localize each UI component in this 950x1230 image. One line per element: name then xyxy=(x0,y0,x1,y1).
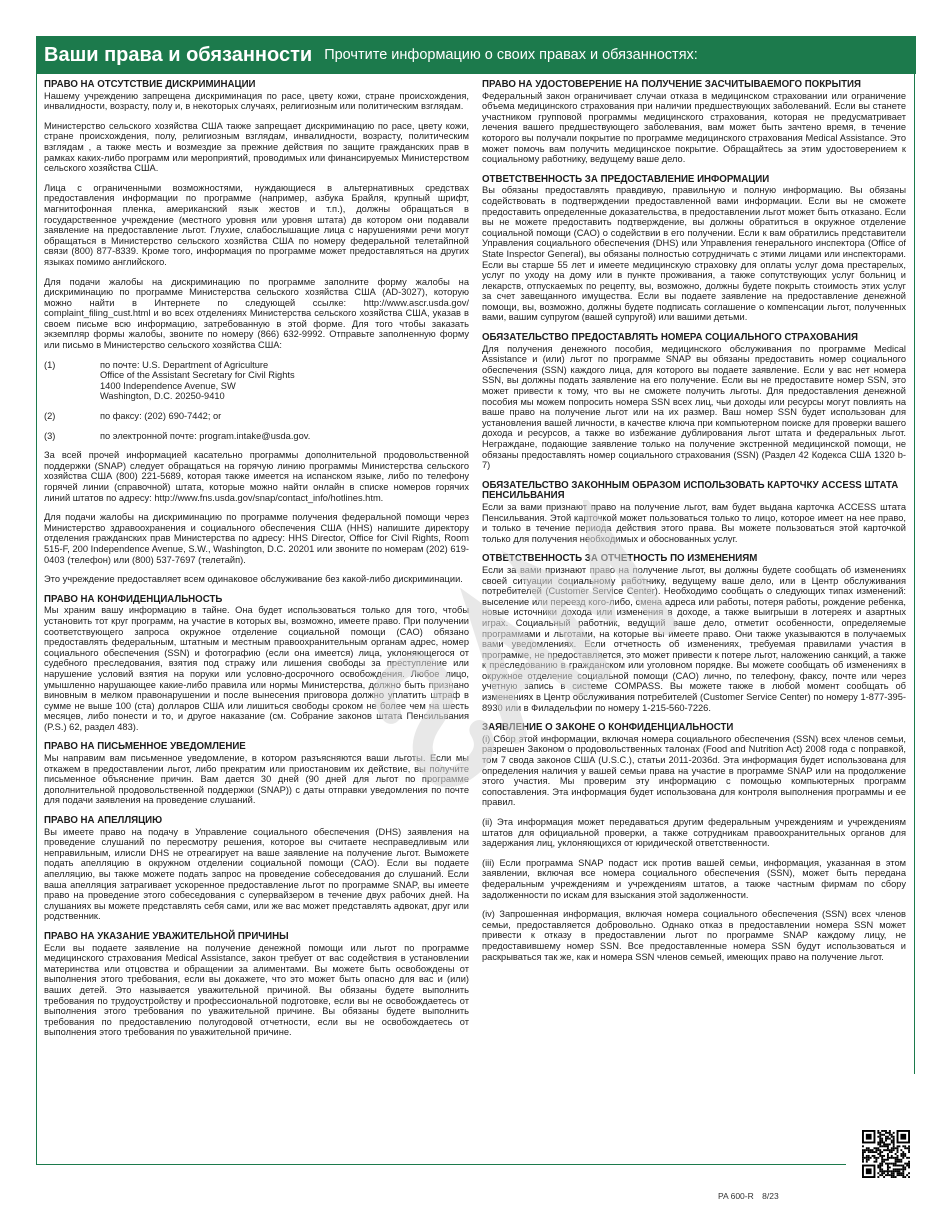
page-title: Ваши права и обязанности xyxy=(44,43,313,66)
section-confidentiality xyxy=(44,595,469,733)
paragraph: Если вы подаете заявление на получение денежной помощи или льгот по программе медицинского страхования Medical Assistance, закон требует от вас содействия в установлении материнства или отцовства и обращении за алиментами. Вы можете быть освобождены от выполнения этого требования, если вы докажете, что это может быть опасно для вас и (или) ваших детей. Это называется уважительной причиной. Вы обязаны будете выполнить требования по трудоустройству и профессиональной подготовке, если вы не освобождаетесь от выполнения этого требования по уважительной причине. Вы обязаны будете выполнить требования по предоставлению полугодовой отчетности, если вы не освобождаетесь от выполнения этого требования по уважительной причине. xyxy=(44,942,469,1038)
address-line: по электронной почте: program.intake@usda.gov. xyxy=(100,430,311,441)
paragraph: (iii) Если программа SNAP подаст иск против вашей семьи, информация, указанная в этом заявлении, включая все номера социального обеспечения (SSN), может быть передана федеральным учреждениям и учреждениям штатов, а также частным фирмам по сбору задолженности по искам для взыскания этой задолженности. xyxy=(482,857,906,900)
paragraph: Вы имеете право на подачу в Управление социального обеспечения (DHS) заявления на проведение слушаний по пересмотру решения, которое вы считаете несправедливым или неправильным, илисли DHS не отреагирует на ваше заявление на получение льгот. Выможете подать апелляцию в окружном отделении социальной помощи (CAO). Если вы подаете апелляцию, вы также можете подать запрос на проведение собеседования до слушаний. Если ваша апелляция затрагивает ускоренное предоставление льгот по программе SNAP, вы имеете право на проведение этого собеседования с супервайзером в течение двух рабочих дней. На слушаниях вы можете представлять себя сами, или же вас может представлять адвокат, друг или родственник. xyxy=(44,826,469,922)
section-creditable-coverage xyxy=(482,80,906,165)
section-title: ПРАВО НА УДОСТОВЕРЕНИЕ НА ПОЛУЧЕНИЕ ЗАСЧИТЫВАЕМОГО ПОКРЫТИЯ xyxy=(482,79,861,90)
paragraph: (i) Сбор этой информации, включая номера социального обеспечения (SSN) всех членов семьи, разрешен Законом о продовольственных талонах (Food and Nutrition Act) 2008 года с поправкой, том 7 свода законов США (U.S.C.), статьи 2011-2036d. Эта информация будет использована для определения наличия у вашей семьи права на участие в программе SNAP или на продолжение этого участия. Мы проверим эту информацию с помощью компьютерных программ сопоставления. Эта информация будет использована для контроля выполнения программы и ее правил. xyxy=(482,733,906,808)
paragraph: Вы обязаны предоставлять правдивую, правильную и полную информацию. Вы обязаны содействовать в подтверждении предоставленной вами информации. Если вы не сможете предоставить определенные доказательства, в предоставлении льгот может быть отказано. Если вы не можете предоставить подтверждение, вы должны обратиться в окружное отделение социальной помощи (CAO) о содействии в его получении. Если к вам обратились представители Управления социального обеспечения (DHS) или Управления генерального инспектора (Office of State Inspector General), вы обязаны полностью сотрудничать с этими лицами или инспекторами. Если вы старше 55 лет и имеете медицинскую страховку для оплаты услуг дома престарелых, услуг по уходу на дому или в пункте проживания, а также сопутствующих услуг больниц и лекарств, отпускаемых по рецепту, вы, возможно, должны будете покрыть стоимость этих услуг за счет завещанного имущества. Если вы подаете заявление на предоставление денежной помощи, вы, возможно, должны будете подписать соглашение о компенсации льгот, полученных вами, вашим супругом (вашей супругой) или вашими детьми. xyxy=(482,185,906,323)
section-title: ПРАВО НА АПЕЛЛЯЦИЮ xyxy=(44,815,163,827)
section-title: ОБЯЗАТЕЛЬСТВО ПРЕДОСТАВЛЯТЬ НОМЕРА СОЦИАЛЬНОГО СТРАХОВАНИЯ xyxy=(482,332,858,344)
section-title: ОТВЕТСТВЕННОСТЬ ЗА ПРЕДОСТАВЛЕНИЕ ИНФОРМАЦИИ xyxy=(482,173,770,185)
paragraph: Если за вами признают право на получение льгот, вам будет выдана карточка ACCESS штата Пенсильвания. Этой карточкой может пользоваться только то лицо, которое имеет на нее право, и только в течение периода действия этого права. Вы можете пользоваться этой карточкой только для получения необходимых и обоснованных услуг. xyxy=(482,501,906,544)
qr-code-icon xyxy=(862,1130,910,1178)
address-line: 1400 Independence Avenue, SW xyxy=(100,380,236,391)
address-item-fax xyxy=(44,411,469,422)
paragraph: Для подачи жалобы на дискриминацию по программе получения федеральной помощи через Министерство здравоохранения и социального обеспечения США (HHS) напишите директору отделения гражданских прав Министерства по адресу: HHS Director, Office for Civil Rights, Room 515-F, 200 Independence Avenue, S.W., Washington, D.C. 20201 или звоните по номерам (202) 619-0403 (телефон) или (800) 537-7697 (телетайп). xyxy=(44,512,469,565)
frame-left-border xyxy=(36,74,37,1165)
section-access-card xyxy=(482,481,906,545)
paragraph: За всей прочей информацией касательно программы дополнительной продовольственной поддержки (SNAP) следует обращаться на горячую линию программы Министерства сельского хозяйства США (800) 221-5689, которая также имеется на испанском языке, либо по телефону горячей линии (справочной) штата, которые можно найти онлайн в списке номеров горячих линий штатов по адресу: http://www.fns.usda.gov/snap/contact_info/hotlines.htm. xyxy=(44,450,469,503)
paragraph: (ii) Эта информация может передаваться другим федеральным учреждениям и учреждениям штатов для официальной проверки, а также сотрудникам правоохранительных органов для задержания лиц, уклоняющихся от юридической ответственности. xyxy=(482,817,906,849)
section-privacy-act xyxy=(482,723,906,962)
paragraph: Лица с ограниченными возможностями, нуждающиеся в альтернативных средствах предоставления информации по программе (например, азбука Брайля, крупный шрифт, магнитофонная пленка, американский язык жестов и т.п.), должны обращаться в государственное учреждение (местного уровня или уровня штата) дв котором они подавали заявление на предоставление льгот. Глухие, слабослышащие лица с нарушениями речи могут обращаться в Министерство сельского хозяйства США по номеру федеральной телетайпной связи (800) 877-8339. Кроме того, информация по программе может предоставляться на других языках помимо английского. xyxy=(44,182,469,267)
frame-bottom-border xyxy=(36,1164,846,1165)
section-title: ОТВЕТСТВЕННОСТЬ ЗА ОТЧЕТНОСТЬ ПО ИЗМЕНЕНИЯМ xyxy=(482,553,758,565)
list-number: (2) xyxy=(44,411,56,422)
form-date: 8/23 xyxy=(762,1191,779,1201)
address-item-email xyxy=(44,431,469,442)
paragraph: Мы храним вашу информацию в тайне. Она будет использоваться только для того, чтобы установить тот круг программ, на участие в которых вы, возможно, имеете право. При получении соответствующего запроса окружное отделение социальной помощи (CAO) обязано предоставлять федеральным, штатным и местным правоохранительным органам адрес, номер социального обеспечения (SSN) и фотографию (если она имеется) лица, уклоняющегося от судебного преследования, взятия под стражу или лишения свободы за преступление или нарушение условий взятия на поруки или условно-досрочного освобождения. Любое лицо, умышленно нарушающее какие-либо правила или нормы Министерства, должно быть признано виновным в мелком правонарушении и после вынесения приговора должно уплатить штраф в сумме не выше 100 (ста) долларов США или лишиться свободы сроком не более чем на шесть месяцев, либо понести и то, и другое наказание (см. Собрание законов штата Пенсильвания (P.S.) 62, раздел 483). xyxy=(44,605,469,732)
paragraph: (iv) Запрошенная информация, включая номера социального обеспечения (SSN) всех членов семьи, предоставляется добровольно. Однако отказ в предоставлении номера SSN может привести к отказу в предоставлении льгот по программе SNAP каждому лицу, не предоставившему номер SSN. Все предоставленные номера SSN будут использоваться и раскрываться так же, как и номера SSN членов семьей, имеющих право на получение льгот. xyxy=(482,909,906,962)
page-subtitle: Прочтите информацию о своих правах и обязанностях: xyxy=(324,47,698,63)
paragraph: Мы направим вам письменное уведомление, в котором разъясняются ваши льготы. Если мы откажем в предоставлении льгот, либо прекратим или приостановим их действие, вы получите письменное объяснение причин. Вам дается 30 дней (90 дней для льгот по программе дополнительной продовольственной поддержки (SNAP)) с даты отправки уведомления по почте для подачи заявления на проведение слушаний. xyxy=(44,753,469,806)
section-title: ОБЯЗАТЕЛЬСТВО ЗАКОННЫМ ОБРАЗОМ ИСПОЛЬЗОВАТЬ КАРТОЧКУ ACCESS ШТАТА ПЕНСИЛЬВАНИЯ xyxy=(482,479,899,502)
section-title: ПРАВО НА ПИСЬМЕННОЕ УВЕДОМЛЕНИЕ xyxy=(44,741,246,753)
list-number: (3) xyxy=(44,430,56,441)
address-line: Office of the Assistant Secretary for Civil Rights xyxy=(100,370,295,381)
form-code-footer xyxy=(718,1191,785,1201)
section-non-discrimination xyxy=(44,80,469,585)
address-line: по факсу: (202) 690-7442; or xyxy=(100,411,222,422)
form-code: PA 600-R xyxy=(718,1191,754,1201)
section-report-changes xyxy=(482,554,906,713)
section-written-notice xyxy=(44,742,469,806)
paragraph: Федеральный закон ограничивает случаи отказа в медицинском страховании или ограничение объема медицинского страхования при наличии предшествующих заболеваний. Если вы станете участником групповой программы медицинского страхования, которая не предусматривает лечения вашего предшествующего заболевания, вам может быть зачтено время, в течение которого вы получали покрытие по программе медицинского страхования Medical Assistance. Это может помочь вам получить медицинское покрытие. Обращайтесь за этим удостоверением к социальному работнику, ведущему ваше дело. xyxy=(482,90,906,165)
paragraph: Для подачи жалобы на дискриминацию по программе заполните форму жалобы на дискриминацию по программе Министерства сельского хозяйства США (AD-3027), которую можно найти в Интернете по следующей ссылке: http://www.ascr.usda.gov/ complaint_filing_cust.html и во всех отделениях Министерства сельского хозяйства США, указав в своем письме всю информацию, затребованную в этой форме. Для того чтобы заказать экземпляр формы жалобы, звоните по номеру (866) 632-9992. Отправьте заполненную форму или письмо в Министерство сельского хозяйства США: xyxy=(44,276,469,351)
paragraph: Это учреждение предоставляет всем одинаковое обслуживание без какой-либо дискриминации. xyxy=(44,574,463,585)
address-line: по почте: U.S. Department of Agriculture xyxy=(100,359,269,370)
section-appeal xyxy=(44,816,469,922)
paragraph: Министерство сельского хозяйства США также запрещает дискриминацию по расе, цвету кожи, стране происхождения, полу, религиозным взглядам, инвалидности, возрасту, политическим взглядам , а также месть и возмездие за прежние действия по защите гражданских прав в рамках каких-либо программ или мероприятий, проводимых или финансируемых Министерством сельского хозяйства США. xyxy=(44,120,469,174)
address-line: Washington, D.C. 20250-9410 xyxy=(100,391,225,402)
section-title: ЗАЯВЛЕНИЕ О ЗАКОНЕ О КОНФИДЕНЦИАЛЬНОСТИ xyxy=(482,722,734,734)
section-good-cause xyxy=(44,932,469,1038)
right-column xyxy=(482,80,906,971)
address-body xyxy=(100,360,469,402)
frame-right-border xyxy=(914,74,915,1074)
section-title: ПРАВО НА ОТСУТСТВИЕ ДИСКРИМИНАЦИИ xyxy=(44,79,256,90)
section-provide-information xyxy=(482,175,906,323)
left-column xyxy=(44,80,469,1047)
paragraph: Если за вами признают право на получение льгот, вы должны будете сообщать об изменениях своей ситуации социальному работнику, ведущему ваше дело, или в Центр обслуживания потребителей (Customer Service Center). Необходимо сообщать о следующих типах изменений: выселение или переезд кого-либо, смена адреса или работы, потеря работы, рождение ребенка, новые источники дохода или изменения в доходе, а также выигрыши в лотереях и азартных играх. Социальный работник, ведущий ваше дело, отметит особенности, определяемые программами и льготами, на которые вы имеете право. Они также указываются в получаемых вами уведомлениях. Если отчетность об изменениях, требуемая правилами участия в программе, не предоставляется, это может привести к потере льгот, наложению санкций, а также к преследованию в гражданском или уголовном порядке. Вы можете сообщать об изменениях в окружное отделение социальной помощи (CAO) лично, по телефону, факсу, почте или через учетную запись в системе COMPASS. Вы можете также в любой момент сообщать об изменениях в Центр обслуживания потребителей (Customer Service Center) по номеру 1-877-395-8930 или в Филадельфии по номеру 1-215-560-7226. xyxy=(482,564,906,713)
section-title: ПРАВО НА КОНФИДЕНЦИАЛЬНОСТЬ xyxy=(44,593,223,605)
section-title: ПРАВО НА УКАЗАНИЕ УВАЖИТЕЛЬНОЙ ПРИЧИНЫ xyxy=(44,930,289,942)
section-ssn xyxy=(482,333,906,471)
address-item-mail xyxy=(44,360,469,402)
page-header xyxy=(36,36,916,74)
paragraph: Нашему учреждению запрещена дискриминация по расе, цвету кожи, стране происхождения, инвалидности, возрасту, полу и, в некоторых случаях, религиозным или политическим взглядам. xyxy=(44,90,469,112)
list-number: (1) xyxy=(44,359,56,370)
paragraph: Для получения денежного пособия, медицинского обслуживания по программе Medical Assistance и (или) льгот по программе SNAP вы обязаны предоставить номер социального обеспечения (SSN) каждого лица, для которого вы подаете заявление. Если у вас нет номера SSN, вы должны подать заявление на его получение. Если вы не предоставите номер SSN, это может привести к тому, что вы не сможете получить льготы. Для предоставления денежной пособия мы можем попросить номера SSN всех лиц, чьи доходы или ресурсы могут повлиять на ваше право на получение льгот или на их размер. Ваш номер SSN будет использован для установления вашей личности, в качестве ключа при компьютерном поиске для проверки вашего дохода и ресурсов, а также во избежание дублирования льгот штата и федеральных льгот. Неграждане, подающие заявление только на получение экстренной медицинской помощи, не обязаны предоставлять номер социального страхования (SSN) (Раздел 42 Кодекса США 1320 b-7) xyxy=(482,343,906,471)
